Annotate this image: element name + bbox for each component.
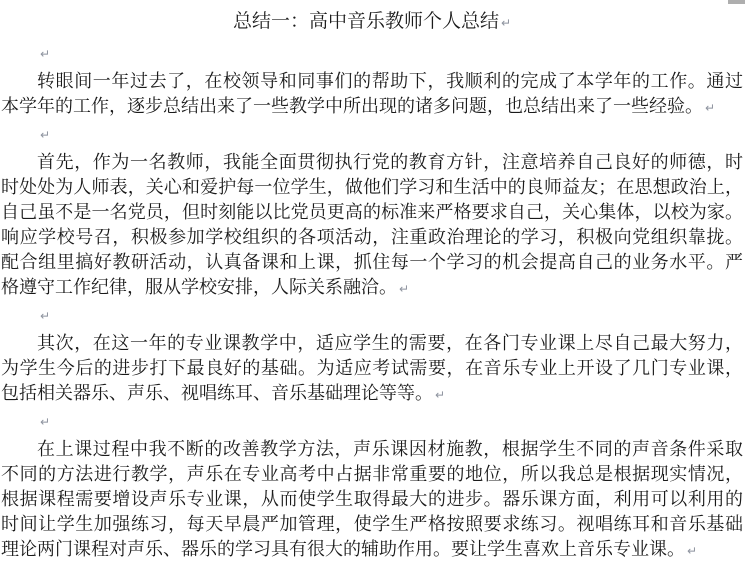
text-line: 在上课过程中我不断的改善教学方法，声乐课因材施教，根据学生不同的声音条件采取 <box>37 439 743 459</box>
text-line: 配合组里搞好教研活动，认真备课和上课，抓住每一个学习的机会提高自己的业务水平。严 <box>1 252 743 272</box>
text-line: 理论两门课程对声乐、器乐的学习具有很大的辅助作用。要让学生喜欢上音乐专业课。 ↵ <box>1 539 698 559</box>
text-line: 为学生今后的进步打下最良好的基础。为适应考试需要，在音乐专业上开设了几门专业课， <box>1 358 743 378</box>
text-line: 时处处为人师表，关心和爱护每一位学生，做他们学习和生活中的良师益友；在思想政治上， <box>1 177 743 197</box>
paragraph-mark-icon: ↵ <box>40 47 51 61</box>
text-line: 不同的方法进行教学，声乐在专业高考中占据非常重要的地位，所以我总是根据现实情况， <box>1 464 743 484</box>
document-title-line <box>1 7 743 38</box>
empty-paragraph <box>1 119 743 150</box>
paragraph <box>1 150 743 300</box>
document-title: 总结一：高中音乐教师个人总结 <box>232 11 499 32</box>
paragraph-mark-icon: ↵ <box>687 544 698 558</box>
paragraph <box>1 69 743 119</box>
scrollbar-fragment[interactable] <box>728 0 745 4</box>
text-line: 根据课程需要增设声乐专业课，从而使学生取得最大的进步。器乐课方面，利用可以利用的 <box>1 489 743 509</box>
paragraph-mark-icon: ↵ <box>500 16 512 30</box>
text-line: 首先，作为一名教师，我能全面贯彻执行党的教育方针，注意培养自己良好的师德，时 <box>37 152 743 172</box>
text-line: 自己虽不是一名党员，但时刻能以比党员更高的标准来严格要求自己，关心集体，以校为家。 <box>1 202 743 222</box>
paragraphs <box>1 38 743 562</box>
text-line: 包括相关器乐、声乐、视唱练耳、音乐基础理论等等。 ↵ <box>1 383 446 403</box>
paragraph-mark-icon: ↵ <box>435 388 446 402</box>
empty-paragraph <box>1 406 743 437</box>
paragraph-mark-icon: ↵ <box>399 282 410 296</box>
paragraph-mark-icon: ↵ <box>40 128 51 142</box>
empty-paragraph <box>1 38 743 69</box>
text-line: 格遵守工作纪律，服从学校安排，人际关系融洽。 ↵ <box>1 277 410 297</box>
text-line: 时间让学生加强练习，每天早晨严加管理，使学生严格按照要求练习。视唱练耳和音乐基础 <box>1 514 743 534</box>
paragraph-mark-icon: ↵ <box>40 309 51 323</box>
text-line: 响应学校号召，积极参加学校组织的各项活动，注重政治理论的学习，积极向党组织靠拢。 <box>1 227 743 247</box>
paragraph-mark-icon: ↵ <box>705 101 716 115</box>
text-line: 其次，在这一年的专业课教学中，适应学生的需要，在各门专业课上尽自己最大努力， <box>37 333 743 353</box>
empty-paragraph <box>1 300 743 331</box>
paragraph <box>1 331 743 406</box>
text-line: 本学年的工作，逐步总结出来了一些教学中所出现的诸多问题，也总结出来了一些经验。 ↵ <box>1 96 716 116</box>
text-line: 转眼间一年过去了，在校领导和同事们的帮助下，我顺利的完成了本学年的工作。通过 <box>37 71 743 91</box>
paragraph <box>1 437 743 562</box>
paragraph-mark-icon: ↵ <box>40 415 51 429</box>
